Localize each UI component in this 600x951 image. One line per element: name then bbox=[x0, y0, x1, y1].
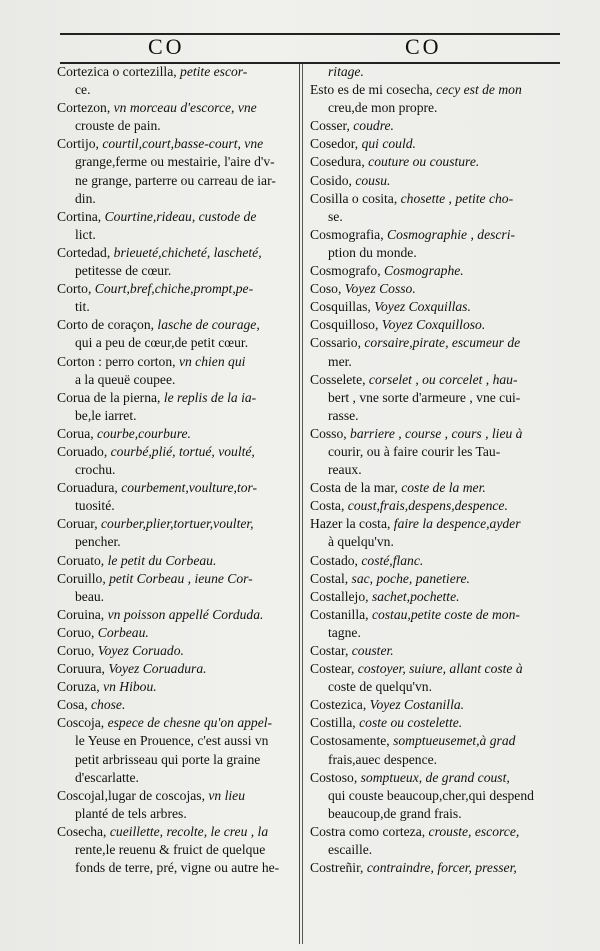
top-rule bbox=[60, 33, 560, 35]
entry-headword: Corto, bbox=[57, 281, 92, 297]
entry-headword: Cortijo, bbox=[57, 136, 99, 152]
entry-definition: coste ou costelette. bbox=[359, 715, 463, 731]
entry-continuation: rasse. bbox=[328, 407, 359, 423]
entry-headword: Coscoja, bbox=[57, 715, 105, 731]
dictionary-entry bbox=[310, 135, 550, 153]
entry-definition: courtil,court,basse-court, vne bbox=[102, 136, 264, 152]
dictionary-entry bbox=[57, 280, 285, 298]
dictionary-entry bbox=[310, 81, 550, 99]
dictionary-entry bbox=[57, 63, 285, 81]
entry-continuation: le Yeuse en Prouence, c'est aussi vn bbox=[75, 733, 269, 749]
dictionary-entry bbox=[310, 714, 550, 732]
entry-continuation: creu,de mon propre. bbox=[328, 100, 438, 116]
dictionary-entry bbox=[57, 552, 285, 570]
entry-definition: petit Corbeau , ieune Cor- bbox=[109, 570, 253, 586]
entry-headword: Coruza, bbox=[57, 679, 100, 695]
entry-headword: Costa de la mar, bbox=[310, 480, 398, 496]
entry-definition: vn Hibou. bbox=[103, 679, 157, 695]
entry-continuation: coste de quelqu'vn. bbox=[328, 679, 432, 695]
entry-definition: vn lieu bbox=[208, 787, 246, 803]
entry-definition: vn chien qui bbox=[178, 353, 246, 369]
entry-headword: Esto es de mi cosecha, bbox=[310, 82, 433, 98]
entry-continuation: petitesse de cœur. bbox=[75, 263, 172, 279]
entry-headword: Cosedura, bbox=[310, 154, 365, 170]
entry-definition: costau,petite coste de mon- bbox=[371, 606, 520, 622]
dictionary-entry bbox=[310, 696, 550, 714]
entry-continuation: à quelqu'vn. bbox=[328, 534, 394, 550]
entry-definition: coudre. bbox=[353, 118, 394, 134]
entry-definition: le petit du Corbeau. bbox=[107, 552, 217, 568]
entry-definition: couster. bbox=[351, 643, 394, 658]
entry-headword: Costa, bbox=[310, 498, 345, 514]
entry-headword: Cosmografo, bbox=[310, 263, 381, 279]
dictionary-entry bbox=[310, 642, 550, 660]
dictionary-entry bbox=[310, 425, 550, 443]
entry-headword: Costar, bbox=[310, 643, 349, 658]
entry-headword: Costilla, bbox=[310, 715, 356, 731]
entry-definition: cueillette, recolte, le creu , la bbox=[109, 823, 269, 839]
dictionary-entry bbox=[310, 606, 550, 624]
entry-continuation: courir, ou à faire courir les Tau- bbox=[328, 443, 501, 459]
entry-continuation: be,le iarret. bbox=[75, 407, 137, 423]
dictionary-entry bbox=[310, 153, 550, 171]
entry-definition: courber,plier,tortuer,voulter, bbox=[101, 516, 254, 532]
entry-headword: Cosa, bbox=[57, 697, 88, 713]
entry-continuation: mer. bbox=[328, 353, 352, 369]
entry-headword: Corton : perro corton, bbox=[57, 353, 176, 369]
dictionary-entry bbox=[310, 570, 550, 588]
dictionary-entry bbox=[310, 172, 550, 190]
entry-headword: Coruillo, bbox=[57, 570, 106, 586]
entry-headword: Cortedad, bbox=[57, 244, 111, 260]
entry-headword: Costado, bbox=[310, 552, 358, 568]
dictionary-entry bbox=[310, 262, 550, 280]
entry-headword: Costallejo, bbox=[310, 588, 369, 604]
dictionary-entry bbox=[310, 117, 550, 135]
dictionary-entry bbox=[57, 316, 285, 334]
entry-definition: vn poisson appellé Corduda. bbox=[107, 606, 264, 622]
entry-definition: contraindre, forcer, presser, bbox=[366, 860, 517, 876]
dictionary-entry bbox=[310, 63, 550, 81]
entry-headword: Coruo, bbox=[57, 643, 95, 658]
dictionary-entry bbox=[310, 334, 550, 352]
entry-continuation: beau. bbox=[75, 588, 105, 604]
dictionary-entry bbox=[57, 443, 285, 461]
dictionary-entry bbox=[310, 732, 550, 750]
entry-definition: qui could. bbox=[361, 136, 416, 152]
entry-definition: couture ou cousture. bbox=[368, 154, 480, 170]
entry-continuation: d'escarlatte. bbox=[75, 769, 139, 785]
entry-continuation: qui a peu de cœur,de petit cœur. bbox=[75, 335, 249, 351]
entry-definition: courbé,plié, tortué, voulté, bbox=[110, 443, 255, 459]
entry-headword: Cosso, bbox=[310, 425, 347, 441]
entry-headword: Coruadura, bbox=[57, 480, 118, 496]
entry-headword: Coso, bbox=[310, 281, 342, 297]
dictionary-entry bbox=[57, 208, 285, 226]
dictionary-entry bbox=[57, 606, 285, 624]
entry-headword: Costanilla, bbox=[310, 606, 369, 622]
entry-headword: Corua de la pierna, bbox=[57, 389, 161, 405]
entry-headword: Costear, bbox=[310, 661, 355, 677]
entry-definition: costoyer, suiure, allant coste à bbox=[357, 661, 523, 677]
entry-headword: Cortezon, bbox=[57, 100, 111, 116]
entry-definition: cousu. bbox=[355, 172, 391, 188]
entry-definition: Cosmographe. bbox=[384, 263, 464, 279]
entry-definition: chose. bbox=[91, 697, 126, 713]
entry-continuation: a la queuë coupee. bbox=[75, 371, 176, 387]
left-column bbox=[57, 63, 285, 877]
dictionary-entry bbox=[57, 696, 285, 714]
entry-headword: Cosquillas, bbox=[310, 299, 371, 315]
entry-headword: Coscojal,lugar de coscojas, bbox=[57, 787, 205, 803]
entry-headword: Coruado, bbox=[57, 443, 108, 459]
dictionary-entry bbox=[57, 714, 285, 732]
entry-definition: crouste, escorce, bbox=[428, 823, 520, 839]
dictionary-entry bbox=[57, 678, 285, 696]
entry-headword: Cortina, bbox=[57, 208, 102, 224]
entry-definition: Voyez Coruadura. bbox=[108, 661, 207, 677]
entry-headword: Costra como corteza, bbox=[310, 823, 426, 839]
entry-headword: Corto de coraçon, bbox=[57, 317, 155, 333]
running-head-right: CO bbox=[405, 34, 442, 59]
entry-definition: corselet , ou corcelet , hau- bbox=[368, 371, 518, 387]
entry-definition: chosette , petite cho- bbox=[400, 190, 514, 206]
entry-definition: ritage. bbox=[328, 64, 364, 79]
entry-headword: Cosquilloso, bbox=[310, 317, 379, 333]
entry-continuation: ce. bbox=[75, 82, 91, 98]
entry-headword: Cosedor, bbox=[310, 136, 359, 152]
entry-continuation: tuosité. bbox=[75, 498, 115, 514]
dictionary-entry bbox=[310, 515, 550, 533]
entry-continuation: escaille. bbox=[328, 842, 373, 858]
entry-continuation: se. bbox=[328, 208, 343, 224]
entry-headword: Cosilla o cosita, bbox=[310, 190, 398, 206]
entry-headword: Costal, bbox=[310, 570, 349, 586]
entry-headword: Coruato, bbox=[57, 552, 105, 568]
entry-headword: Costreñir, bbox=[310, 860, 364, 876]
dictionary-entry bbox=[57, 479, 285, 497]
entry-definition: espece de chesne qu'on appel- bbox=[107, 715, 273, 731]
entry-definition: Corbeau. bbox=[97, 624, 149, 640]
entry-headword: Cortezica o cortezilla, bbox=[57, 64, 177, 79]
entry-continuation: rente,le reuenu & fruict de quelque bbox=[75, 842, 266, 858]
dictionary-entry bbox=[310, 859, 550, 877]
dictionary-entry bbox=[57, 570, 285, 588]
dictionary-entry bbox=[57, 135, 285, 153]
dictionary-entry bbox=[57, 389, 285, 407]
entry-headword: Costezica, bbox=[310, 697, 367, 713]
column-divider bbox=[299, 64, 300, 944]
entry-definition: courbe,courbure. bbox=[97, 425, 191, 441]
entry-headword: Cosmografia, bbox=[310, 226, 384, 242]
entry-definition: coust,frais,despens,despence. bbox=[347, 498, 508, 514]
dictionary-entry bbox=[57, 642, 285, 660]
entry-continuation: planté de tels arbres. bbox=[75, 805, 187, 821]
running-head-left: CO bbox=[148, 34, 185, 59]
dictionary-entry bbox=[310, 769, 550, 787]
dictionary-entry bbox=[57, 823, 285, 841]
entry-definition: somptueusemet,à grad bbox=[393, 733, 516, 749]
entry-continuation: frais,auec despence. bbox=[328, 751, 438, 767]
entry-definition: corsaire,pirate, escumeur de bbox=[364, 335, 521, 351]
entry-definition: lasche de courage, bbox=[157, 317, 260, 333]
entry-continuation: din. bbox=[75, 190, 96, 206]
entry-definition: petite escor- bbox=[180, 64, 248, 79]
entry-headword: Coruo, bbox=[57, 624, 95, 640]
entry-continuation: bert , vne sorte d'armeure , vne cui- bbox=[328, 389, 521, 405]
dictionary-entry bbox=[310, 190, 550, 208]
entry-headword: Cosido, bbox=[310, 172, 352, 188]
dictionary-entry bbox=[310, 497, 550, 515]
entry-headword: Coruura, bbox=[57, 661, 105, 677]
entry-continuation: fonds de terre, pré, vigne ou autre he- bbox=[75, 860, 280, 876]
entry-headword: Costosamente, bbox=[310, 733, 390, 749]
entry-continuation: grange,ferme ou mestairie, l'aire d'v- bbox=[75, 154, 275, 170]
dictionary-entry bbox=[310, 823, 550, 841]
entry-headword: Corua, bbox=[57, 425, 94, 441]
dictionary-entry bbox=[57, 425, 285, 443]
entry-headword: Cosecha, bbox=[57, 823, 107, 839]
entry-definition: costé,flanc. bbox=[361, 552, 424, 568]
entry-definition: barriere , course , cours , lieu à bbox=[350, 425, 523, 441]
dictionary-entry bbox=[310, 371, 550, 389]
entry-continuation: reaux. bbox=[328, 462, 362, 478]
dictionary-entry bbox=[57, 99, 285, 117]
entry-definition: coste de la mer. bbox=[401, 480, 486, 496]
entry-headword: Hazer la costa, bbox=[310, 516, 391, 532]
entry-continuation: crouste de pain. bbox=[75, 118, 161, 134]
entry-continuation: ption du monde. bbox=[328, 244, 417, 260]
entry-continuation: lict. bbox=[75, 226, 96, 242]
entry-definition: Voyez Coruado. bbox=[97, 643, 184, 658]
entry-definition: Voyez Costanilla. bbox=[369, 697, 465, 713]
dictionary-entry bbox=[57, 787, 285, 805]
entry-definition: Voyez Coxquillas. bbox=[374, 299, 471, 315]
entry-definition: Cosmographie , descri- bbox=[387, 226, 516, 242]
entry-headword: Cosselete, bbox=[310, 371, 366, 387]
dictionary-entry bbox=[57, 515, 285, 533]
entry-definition: sac, poche, panetiere. bbox=[351, 570, 470, 586]
entry-definition: Court,bref,chiche,prompt,pe- bbox=[94, 281, 254, 297]
entry-definition: Voyez Coxquilloso. bbox=[381, 317, 486, 333]
entry-continuation: ne grange, parterre ou carreau de iar- bbox=[75, 172, 276, 188]
entry-continuation: petit arbrisseau qui porte la graine bbox=[75, 751, 261, 767]
dictionary-entry bbox=[310, 226, 550, 244]
entry-headword: Cossario, bbox=[310, 335, 361, 351]
dictionary-entry bbox=[310, 280, 550, 298]
entry-headword: Costoso, bbox=[310, 769, 358, 785]
entry-headword: Coruina, bbox=[57, 606, 105, 622]
entry-definition: brieueté,chicheté, lascheté, bbox=[113, 244, 262, 260]
dictionary-entry bbox=[310, 298, 550, 316]
entry-continuation: beaucoup,de grand frais. bbox=[328, 805, 462, 821]
entry-definition: Courtine,rideau, custode de bbox=[104, 208, 257, 224]
entry-definition: somptueux, de grand coust, bbox=[360, 769, 510, 785]
entry-headword: Coruar, bbox=[57, 516, 98, 532]
entry-definition: faire la despence,ayder bbox=[393, 516, 521, 532]
entry-continuation: tagne. bbox=[328, 624, 361, 640]
dictionary-entry bbox=[310, 316, 550, 334]
entry-definition: sachet,pochette. bbox=[371, 588, 460, 604]
entry-definition: cecy est de mon bbox=[436, 82, 522, 98]
entry-definition: vn morceau d'escorce, vne bbox=[113, 100, 257, 116]
dictionary-entry bbox=[57, 353, 285, 371]
dictionary-entry bbox=[310, 552, 550, 570]
entry-headword: Cosser, bbox=[310, 118, 350, 134]
dictionary-entry bbox=[310, 588, 550, 606]
dictionary-entry bbox=[310, 479, 550, 497]
entry-continuation: tit. bbox=[75, 299, 90, 315]
dictionary-entry bbox=[57, 660, 285, 678]
dictionary-entry bbox=[310, 660, 550, 678]
dictionary-entry bbox=[57, 624, 285, 642]
entry-continuation: pencher. bbox=[75, 534, 121, 550]
right-column bbox=[310, 63, 550, 877]
entry-definition: le replis de la ia- bbox=[163, 389, 257, 405]
entry-continuation: qui couste beaucoup,cher,qui despend bbox=[328, 787, 534, 803]
entry-definition: courbement,voulture,tor- bbox=[121, 480, 258, 496]
dictionary-entry bbox=[57, 244, 285, 262]
entry-definition: Voyez Cosso. bbox=[344, 281, 416, 297]
entry-continuation: crochu. bbox=[75, 462, 116, 478]
